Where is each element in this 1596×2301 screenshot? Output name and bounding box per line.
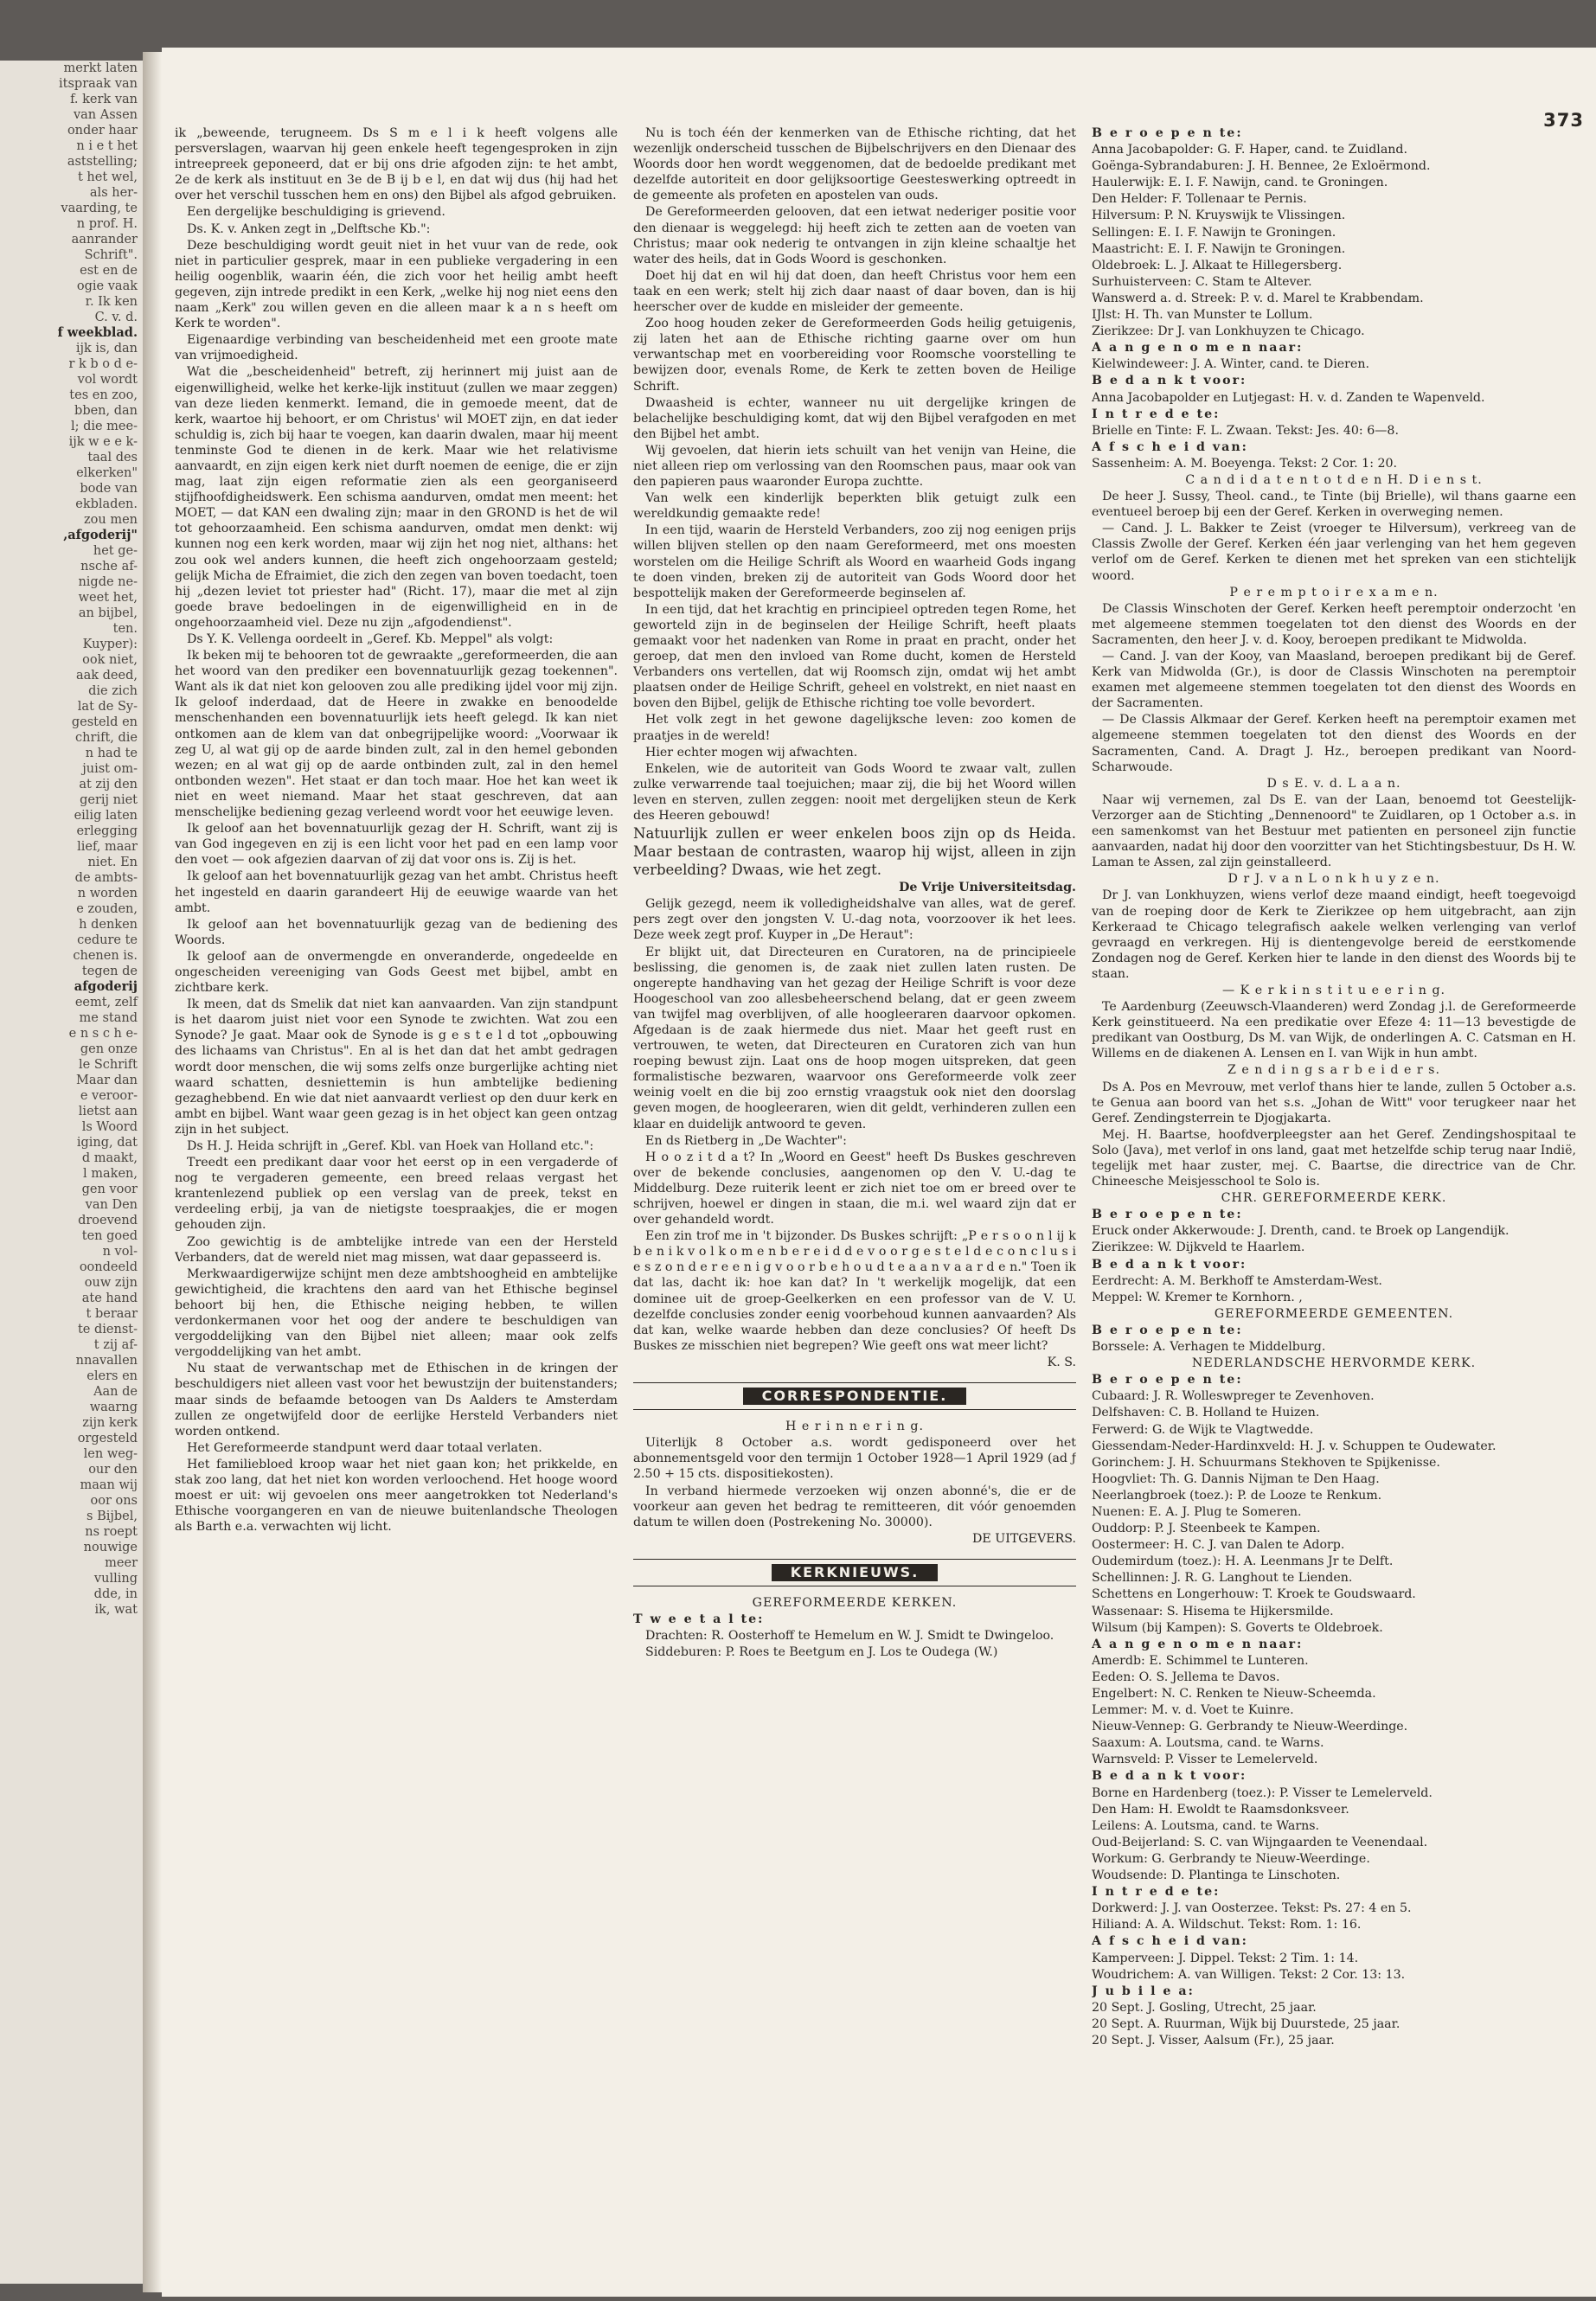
prev-page-line: n worden: [77, 887, 138, 901]
prev-page-line: lief, maar: [77, 840, 138, 854]
prev-page-line: nnavallen: [75, 1354, 138, 1368]
section-label: B e d a n k t voor:: [1092, 1769, 1247, 1784]
prev-page-line: ook niet,: [82, 653, 138, 667]
listing-line: Den Helder: F. Tollenaar te Pernis.: [1092, 192, 1307, 207]
prev-page-line: oor ons: [90, 1494, 138, 1508]
prev-page-line: lat de Sy-: [77, 700, 138, 714]
listing-line: Dr J. van Lonkhuyzen, wiens verlof deze maand eindigt, heeft toegevoigd van de roeping door de Kerk te Zierikzee op hem uitgebracht, aan zijn Kerkeraad te Chicago telegrafisch aakele welken verlenging van verlof gevraagd en verkregen. Hij is dientengevolge bereid de eerstkomende Zondagen nog de Geref. Kerken hier te lande in den dienst des Woords bij te staan.: [1092, 888, 1576, 981]
prev-page-line: nouwige: [83, 1541, 138, 1554]
prev-page-line: e zouden,: [76, 902, 138, 916]
prev-page-line: aak deed,: [75, 669, 138, 683]
prev-page-line: ls Woord: [81, 1120, 138, 1134]
paragraph: T w e e t a l te:: [633, 1612, 765, 1627]
prev-page-line: merkt laten: [63, 61, 138, 75]
listing-line: — De Classis Alkmaar der Geref. Kerken heeft na peremptoir examen met algemeene stemmen toegelaten tot den dienst des Woords en der Sacramenten, Cand. A. Dragt J. Hz., beroepen predikant van Noord-Scharwoude.: [1092, 713, 1576, 774]
listing-line: Anna Jacobapolder: G. F. Haper, cand. te Zuidland.: [1092, 143, 1408, 157]
paragraph: Nu is toch één der kenmerken van de Ethische richting, dat het wezenlijk onderscheid tusschen de Bijbelschrijvers en den Dienaar des Woords door hen wordt weggenomen, dat de bedoelde predikant met dezelfde autoriteit en door gelijksoortige Geesteswerking optreedt in de gemeente als profeten en apostelen van ouds.: [633, 126, 1076, 203]
prev-page-line: l; die mee-: [70, 420, 138, 433]
paragraph: Gelijk gezegd, neem ik volledigheidshalve van alles, wat de geref. pers zegt over den jongsten V. U.-dag nota, voorzoover ik het lees. Deze week zegt prof. Kuyper in „De Heraut":: [633, 897, 1076, 943]
listing-line: IJlst: H. Th. van Munster te Lollum.: [1092, 308, 1313, 323]
paragraph: Enkelen, wie de autoriteit van Gods Woord te zwaar valt, zullen zulke verwarrende taal toejuichen; maar zij, die bij het Woord willen leven en sterven, zullen zeggen: nooit met dergelijken steun de Kerk des Heeren gebouwd!: [633, 761, 1076, 824]
listing-line: Goënga-Sybrandaburen: J. H. Bennee, 2e Exloërmond.: [1092, 159, 1431, 174]
section-label: A a n g e n o m e n naar:: [1092, 1637, 1304, 1651]
page-gutter: [143, 52, 162, 2292]
section-label: B e r o e p e n te:: [1092, 126, 1243, 140]
prev-page-line: len weg-: [83, 1447, 138, 1461]
listing-line: Maastricht: E. I. F. Nawijn te Groningen.: [1092, 241, 1346, 256]
prev-page-line: at zij den: [79, 778, 138, 792]
listing-line: Oostermeer: H. C. J. van Dalen te Adorp.: [1092, 1538, 1345, 1553]
paragraph: Merkwaardigerwijze schijnt men deze ambtshoogheid en ambtelijke gewichtigheid, die krachtens den aard van het Ethische beginsel behoort bij hen, die Ethische neiging hebben, te willen verdonkermanen voor het oog der andere te beschuldigen van vergoddelijking van den Bijbel niet alleen; maar ook zelfs vergoddelijking van het ambt.: [175, 1266, 618, 1360]
column-3: [1092, 125, 1576, 2271]
listing-line: Hoogvliet: Th. G. Dannis Nijman te Den Haag.: [1092, 1471, 1380, 1486]
paragraph: Eigenaardige verbinding van bescheidenheid met een groote mate van vrijmoedigheid.: [175, 333, 618, 363]
paragraph: Wat die „bescheidenheid" betreft, zij herinnert mij juist aan de eigenwilligheid, welke het kerke-lijk instituut (zullen we maar zeggen) van deze lieden kenmerkt. Iemand, die in gemoede meent, dat de kerk, waartoe hij behoort, er om Christus' wil MOET zijn, en dat ieder schuldig is, zich bij haar te voegen, kan daarin dwalen, maar hij meent tenminste God te dienen in de kerk. Maar wie het relativisme aanvaardt, en zijn eigen kerk niet durft noemen de eenige, die er zijn mag, laat zijn eigen reformatie zien als een georganiseerd stijfhoofdigheidswerk. Een schisma aandurven, omdat men meent: het MOET, — dat KAN een dwaling zijn; maar in den GROND is het de wil tot gehoorzaamheid. Een schisma aandurven, omdat men denkt: wij kunnen nog een kerk worden, maar wij zijn het nog niet, althans: het zou ook wel anders kunnen, die heeft zich ongehoorzaam gesteld; gelijk Micha de Efraimiet, die zich den zegen van boven toedacht, toen hij „dezen leviet tot priester had" (Richt. 17), maar die met al zijn goede brave bedoelingen in de eigenwilligheid en in de ongehoorzaamheid viel. Deze nu zijn „afgodendienst".: [175, 365, 618, 630]
prev-page-line: eilig laten: [74, 809, 138, 823]
listing-line: 20 Sept. J. Gosling, Utrecht, 25 jaar.: [1092, 2000, 1317, 2015]
prev-page-line: e veroor-: [80, 1089, 138, 1103]
section-label: A a n g e n o m e n naar:: [1092, 341, 1304, 356]
listing-line: Delfshaven: C. B. Holland te Huizen.: [1092, 1406, 1320, 1420]
prev-page-line: ate hand: [81, 1292, 138, 1305]
listing-line: Nuenen: E. A. J. Plug te Someren.: [1092, 1504, 1302, 1519]
listing-line: Giessendam-Neder-Hardinxveld: H. J. v. Schuppen te Oudewater.: [1092, 1439, 1497, 1453]
prev-page-line: vaarding, te: [61, 202, 138, 215]
paragraph: Hier echter mogen wij afwachten.: [645, 745, 858, 760]
listing-line: Eerdrecht: A. M. Berkhoff te Amsterdam-West.: [1092, 1273, 1382, 1288]
section-label: J u b i l e a:: [1092, 1984, 1195, 1998]
section-banner-correspondentie: [633, 1382, 1076, 1410]
section-label: I n t r e d e te:: [1092, 1885, 1221, 1900]
section-label: B e r o e p e n te:: [1092, 1208, 1243, 1222]
listing-line: Z e n d i n g s a r b e i d e r s.: [1227, 1063, 1440, 1078]
prev-page-line: bode van: [80, 482, 138, 496]
listing-line: D s E. v. d. L a a n.: [1266, 776, 1401, 791]
listing-line: Sassenheim: A. M. Boeyenga. Tekst: 2 Cor. 1: 20.: [1092, 456, 1398, 471]
paragraph: In verband hiermede verzoeken wij onzen abonné's, die er de voorkeur aan geven het bedrag te remitteeren, dit vóór genoemden datum te willen doen (Postrekening No. 30000).: [633, 1484, 1076, 1529]
paragraph: H o o z i t d a t? In „Woord en Geest" heeft Ds Buskes geschreven over de bekende conclusies, aangenomen op den V. U.-dag te Middelburg. Deze ruiterik leent er zich niet toe om er breed over te schrijven, hoewel er dingen in staan, die m.i. wel waard zijn dat er over gehandeld wordt.: [633, 1150, 1076, 1227]
paragraph: Zoo hoog houden zeker de Gereformeerden Gods heilig getuigenis, zij laten het aan de Ethische richting gaarne over om hun verwantschap met en voorbereiding voor Roomsche voorstelling te bewijzen door, evenals Rome, de Kerk te zetten boven de Heilige Schrift.: [633, 317, 1076, 394]
listing-line: Ds A. Pos en Mevrouw, met verlof thans hier te lande, zullen 5 October a.s. te Genua aan boord van het s.s. „Johan de Witt" voor terugkeer naar het Geref. Zendingsterrein te Djogjakarta.: [1092, 1080, 1576, 1125]
prev-page-line: ouw zijn: [84, 1276, 138, 1290]
listing-line: Ferwerd: G. de Wijk te Vlagtwedde.: [1092, 1422, 1314, 1437]
prev-page-line: meer: [105, 1556, 138, 1570]
listing-line: Oldebroek: L. J. Alkaat te Hillegersberg.: [1092, 258, 1343, 272]
section-heading: De Vrije Universiteitsdag.: [899, 881, 1076, 895]
prev-page-line: iging, dat: [76, 1136, 138, 1150]
paragraph: Ds H. J. Heida schrijft in „Geref. Kbl. van Hoek van Holland etc.":: [187, 1139, 594, 1153]
listing-line: Brielle en Tinte: F. L. Zwaan. Tekst: Jes. 40: 6—8.: [1092, 423, 1399, 438]
paragraph: Doet hij dat en wil hij dat doen, dan heeft Christus voor hem een taak en een werk; stelt hij zich daar naast of daar boven, dan is hij heerscher over de kudde en misleider der gemeente.: [633, 268, 1076, 315]
prev-page-line: vol wordt: [77, 373, 138, 387]
listing-line: Surhuisterveen: C. Stam te Altever.: [1092, 274, 1312, 289]
prev-page-line: van Den: [85, 1198, 138, 1212]
listing-line: Woudrichem: A. van Willigen. Tekst: 2 Cor. 13: 13.: [1092, 1967, 1406, 1982]
prev-page-line: aststelling;: [67, 155, 138, 169]
prev-page-line: l maken,: [83, 1167, 138, 1181]
paragraph: Er blijkt uit, dat Directeuren en Curatoren, na de principieele beslissing, die genomen is, de zaak niet zullen laten rusten. De ongerepte handhaving van het gezag der Heilige Schrift is voor deze Hoogeschool van zoo allesbeheerschend belang, dat er geen zweem van twijfel mag overblijven, of alle hoogleeraren daarvoor opkomen. Afgedaan is de zaak hiermede dus niet. Maar het geeft rust en vertrouwen, te weten, dat Directeuren en Curatoren zich van hun roeping bewust zijn. Laat ons de hoop mogen uitspreken, dat geen formalistische bezwaren, waarvoor ons Gereformeerde volk zeer weinig voelt en die bij zoo ernstig vraagstuk ook niet den doorslag geven mogen, de hoogleeraren, wien dit geldt, verhinderen zullen een klaar en duidelijk antwoord te geven.: [633, 945, 1076, 1131]
prev-page-line: Maar dan: [76, 1074, 138, 1087]
paragraph: DE UITGEVERS.: [972, 1531, 1076, 1546]
listing-line: Kielwindeweer: J. A. Winter, cand. te Dieren.: [1092, 357, 1369, 372]
paragraph: Treedt een predikant daar voor het eerst op in een vergaderde of nog te vergaderen gemeente, een breed relaas vergast het krantenlezend publiek op een verslag van de preek, tekst en verdeeling erbij, ja van de nietigste toespraakjes, die er mogen gehouden zijn.: [175, 1156, 618, 1233]
paragraph: Het familiebloed kroop waar het niet gaan kon; het prikkelde, en stak zoo lang, dat het niet kon worden verloochend. Het hooge woord moest er uit: wij gevoelen ons meer aangetrokken tot Nederland's Ethische voorgangeren en van de nieuwe buitenlandsche Theologen als Barth e.a. verwachten wij licht.: [175, 1457, 618, 1535]
prev-page-line: r. Ik ken: [85, 295, 138, 309]
section-label: A f s c h e i d van:: [1092, 1934, 1248, 1949]
listing-line: Leilens: A. Loutsma, cand. te Warns.: [1092, 1818, 1320, 1833]
prev-page-line: de ambts-: [74, 871, 138, 885]
prev-page-line: Schrift".: [84, 248, 138, 262]
listing-line: Dorkwerd: J. J. van Oosterzee. Tekst: Ps. 27: 4 en 5.: [1092, 1901, 1412, 1916]
prev-page-line: ekbladen.: [75, 497, 138, 511]
listing-line: CHR. GEREFORMEERDE KERK.: [1221, 1191, 1447, 1206]
paragraph: Zoo gewichtig is de ambtelijke intrede van een der Hersteld Verbanders, dat de wereld niet mag missen, wat daar gepasseerd is.: [175, 1234, 618, 1265]
listing-line: Anna Jacobapolder en Lutjegast: H. v. d. Zanden te Wapenveld.: [1092, 390, 1485, 405]
prev-page-line: est en de: [80, 264, 138, 278]
listing-line: Ouddorp: P. J. Steenbeek te Kampen.: [1092, 1522, 1321, 1536]
prev-page-line: ten.: [112, 622, 138, 636]
prev-page-line: ns roept: [85, 1525, 138, 1539]
newspaper-page: [162, 48, 1596, 2297]
listing-line: Eeden: O. S. Jellema te Davos.: [1092, 1670, 1280, 1684]
prev-page-line: f. kerk van: [70, 93, 138, 106]
listing-line: Kamperveen: J. Dippel. Tekst: 2 Tim. 1: 14.: [1092, 1951, 1359, 1965]
listing-line: Gorinchem: J. H. Schuurmans Stekhoven te Spijkenisse.: [1092, 1455, 1440, 1470]
listing-line: GEREFORMEERDE GEMEENTEN.: [1214, 1306, 1454, 1321]
prev-page-line: C. v. d.: [94, 311, 138, 324]
section-label: A f s c h e i d van:: [1092, 439, 1248, 454]
section-label: I n t r e d e te:: [1092, 407, 1221, 421]
prev-page-line: f weekblad.: [57, 325, 138, 340]
paragraph: Deze beschuldiging wordt geuit niet in het vuur van de rede, ook niet in particulier gesprek, maar in een publieke vergadering in een heilig oogenblik, waarin één, die zich voor het heilig ambt heeft gegeven, zijn intrede predikt in een Kerk, „welke hij nog niet eens den naam „Kerk" zou willen geven en die alleen maar k a n s heeft om Kerk te worden".: [175, 238, 618, 331]
prev-page-line: eemt, zelf: [74, 996, 138, 1009]
prev-page-line: Aan de: [93, 1385, 138, 1399]
prev-page-line: an bijbel,: [78, 606, 138, 620]
paragraph: ik „beweende, terugneem. Ds S m e l i k heeft volgens alle persverslagen, waarvan hij geen enkele heeft tegengesproken in zijn intreepreek geponeerd, dat er bij ons drie afgoden zijn: te het ambt, 2e de kerk als instituut en 3e de B ij b e l, en dat wij dus (hij had het over het verschil tusschen hem en ons) den Bijbel als afgod gebruiken.: [175, 126, 618, 203]
listing-line: NEDERLANDSCHE HERVORMDE KERK.: [1191, 1356, 1477, 1371]
prev-page-line: r k b o d e-: [68, 357, 138, 371]
prev-page-line: ogie vaak: [76, 279, 138, 293]
listing-line: Nieuw-Vennep: G. Gerbrandy te Nieuw-Weerdinge.: [1092, 1720, 1408, 1734]
prev-page-line: chenen is.: [73, 949, 138, 963]
section-banner-label: CORRESPONDENTIE.: [743, 1388, 967, 1405]
paragraph: H e r i n n e r i n g.: [785, 1420, 924, 1434]
listing-line: — Cand. J. van der Kooy, van Maasland, beroepen predikant bij de Geref. Kerk van Midwolda (Gr.), is door de Classis Winschoten na peremptoir examen met algemeene stemmen toegelaten tot den dienst des Woords en der Sacramenten.: [1092, 650, 1576, 711]
paragraph: K. S.: [1047, 1355, 1076, 1369]
prev-page-line: n vol-: [102, 1245, 138, 1259]
paragraph: Dwaasheid is echter, wanneer nu uit dergelijke kringen de belachelijke beschuldiging komt, dat wij den Bijbel verafgoden en met den Bijbel het ambt.: [633, 395, 1076, 441]
paragraph: Ik geloof aan het bovennatuurlijk gezag der H. Schrift, want zij is van God ingegeven en zij is een licht voor het pad en een lamp voor den voet — ook afgezien daarvan of zij dat voor ons is. Zij is het.: [175, 822, 618, 868]
prev-page-line: maan wij: [80, 1478, 138, 1492]
paragraph: Nu staat de verwantschap met de Ethischen in de kringen der beschuldigers niet alleen vast voor het bewustzijn der buitenstanders; maar sinds de befaamde betoogen van Ds Aalders te Amsterdam zullen ze ongetwijfeld door de eerlijke Hersteld Verbanders niet worden ontkend.: [175, 1362, 618, 1439]
prev-page-line: juist om-: [82, 762, 138, 776]
prev-page-line: gen onze: [80, 1042, 138, 1056]
listing-line: Wanswerd a. d. Streek: P. v. d. Marel te Krabbendam.: [1092, 291, 1424, 305]
paragraph: Ik beken mij te behooren tot de gewraakte „gereformeerden, die aan het woord van den prediker een bovennatuurlijk gezag toekennen". Want als ik dat niet kon gelooven zou alle prediking ijdel voor mij zijn. Ik geloof inderdaad, dat de Heere in zwakke en benoodelde menschenhanden een bovennatuurlijk iets heeft gelegd. Ik kan niet ontkomen aan de klem van dat onbegrijpelijke woord: „Voorwaar ik zeg U, al wat gij op de aarde binden zult, zal in den hemel gebonden wezen; en al wat gij op de aarde ontbinden zult, zal in den hemel ontbonden wezen". Het staat er dan toch maar. Hoe het kan weet ik niet en weet niemand. Maar het staat geschreven, dat aan menschelijke bediening gezag verleend wordt voor het eeuwige leven.: [175, 649, 618, 820]
paragraph: In een tijd, waarin de Hersteld Verbanders, zoo zij nog eenigen prijs willen blijven stellen op den naam Gereformeerd, met ons moesten worstelen om die Heilige Schrift als Woord en waarheid Gods ingang te doen vinden, breken zij de autoriteit van Gods Woord door het bespottelijk maken der Gereformeerde beginselen af.: [633, 523, 1076, 600]
prev-page-line: our den: [88, 1463, 138, 1477]
section-label: B e r o e p e n te:: [1092, 1323, 1243, 1337]
listing-line: 20 Sept. A. Ruurman, Wijk bij Duurstede, 25 jaar.: [1092, 2016, 1401, 2031]
paragraph: Ds. K. v. Anken zegt in „Delftsche Kb.":: [187, 221, 431, 236]
listing-line: Oud-Beijerland: S. C. van Wijngaarden te Veenendaal.: [1092, 1835, 1428, 1849]
prev-page-line: tes en zoo,: [69, 388, 138, 402]
paragraph: Een dergelijke beschuldiging is grievend.: [187, 205, 445, 220]
prev-page-line: oondeeld: [79, 1260, 138, 1274]
paragraph: Ds Y. K. Vellenga oordeelt in „Geref. Kb. Meppel" als volgt:: [187, 632, 554, 646]
prev-page-line: dde, in: [93, 1587, 138, 1601]
listing-line: Workum: G. Gerbrandy te Nieuw-Weerdinge.: [1092, 1851, 1370, 1866]
listing-line: Cubaard: J. R. Wolleswpreger te Zevenhoven.: [1092, 1389, 1375, 1404]
prev-page-line: gen voor: [81, 1183, 138, 1196]
listing-line: Woudsende: D. Plantinga te Linschoten.: [1092, 1868, 1341, 1883]
listing-line: Den Ham: H. Ewoldt te Raamsdonksveer.: [1092, 1802, 1349, 1817]
listing-line: Sellingen: E. I. F. Nawijn te Groningen.: [1092, 225, 1336, 240]
paragraph: Wij gevoelen, dat hierin iets schuilt van het venijn van Heine, die niet alleen riep om verlossing van den Roomschen paus, maar ook van den papieren paus waaronder Europa zuchtte.: [633, 443, 1076, 490]
prev-page-line: d maakt,: [81, 1151, 138, 1165]
section-banner-kerknieuws: [633, 1559, 1076, 1586]
prev-page-line: e n s c h e-: [68, 1027, 138, 1041]
prev-page-line: zijn kerk: [82, 1416, 138, 1430]
paragraph: Drachten: R. Oosterhoff te Hemelum en W. J. Smidt te Dwingeloo.: [645, 1629, 1054, 1644]
section-label: B e d a n k t voor:: [1092, 374, 1247, 388]
prev-page-line: chrift, die: [75, 731, 138, 745]
paragraph: Ik meen, dat ds Smelik dat niet kan aanvaarden. Van zijn standpunt is het daarom juist niet voor een Synode te zwichten. Wat zou een Synode? Je gaat. Maar ook de Synode is g e s t e l d tot „opbouwing des lichaams van Christus". En al is het dan dat het ambt gedragen wordt door menschen, die wij soms zelfs onze burgerlijke achting niet waard schatten, desniettemin is hun ambtelijke bediening gezaghebbend. En wie dat niet aanvaardt verliest op den duur kerk en ambt en bijbel. Want waar geen gezag is in het object kan geen ontzag zijn in het subject.: [175, 997, 618, 1137]
paragraph: Ik geloof aan het bovennatuurlijk gezag van de bediening des Woords.: [175, 917, 618, 947]
listing-line: Zierikzee: Dr J. van Lonkhuyzen te Chicago.: [1092, 324, 1365, 339]
listing-line: P e r e m p t o i r e x a m e n.: [1229, 585, 1439, 599]
listing-line: — Cand. J. L. Bakker te Zeist (vroeger te Hilversum), verkreeg van de Classis Zwolle der Geref. Kerken één jaar verlenging van het hem gegeven verlof om de Geref. Kerken te dienen met het spreken van een stichtelijk woord.: [1092, 522, 1576, 583]
listing-line: Lemmer: M. v. d. Voet te Kuinre.: [1092, 1703, 1294, 1718]
prev-page-line: ik, wat: [94, 1603, 138, 1617]
listing-line: Zierikzee: W. Dijkveld te Haarlem.: [1092, 1240, 1305, 1255]
prev-page-line: me stand: [79, 1011, 138, 1025]
listing-line: De Classis Winschoten der Geref. Kerken heeft peremptoir onderzocht 'en met algemeene stemmen toegelaten tot den dienst des Woords en der Sacramenten, den heer J. v. d. Kooy, beroepen predikant te Midwolda.: [1092, 601, 1576, 647]
listing-line: Te Aardenburg (Zeeuwsch-Vlaanderen) werd Zondag j.l. de Gereformeerde Kerk geinstitueerd. Na een predikatie over Efeze 4: 11—13 bevestigde de predikant van Oostburg, Ds M. van Wijk, de onderlingen A. C. Catsman en H. Willems en de diakenen A. Lensen en I. van Wijk in hun ambt.: [1092, 1000, 1576, 1061]
paragraph: Het Gereformeerde standpunt werd daar totaal verlaten.: [187, 1440, 542, 1455]
prev-page-line: die zich: [88, 684, 138, 698]
listing-line: Haulerwijk: E. I. F. Nawijn, cand. te Groningen.: [1092, 176, 1388, 190]
paragraph: De Gereformeerden gelooven, dat een ietwat nederiger positie voor den dienaar is weggelegd: hij heeft zich te zetten aan de voeten van Christus; maar ook nederig te ontvangen in zijn kleine schaaltje het water des heils, dat in Gods Woord is geschonken.: [633, 205, 1076, 266]
prev-page-line: itspraak van: [59, 77, 138, 91]
prev-page-line: taal des: [87, 451, 138, 465]
listing-line: — K e r k i n s t i t u e e r i n g.: [1221, 983, 1446, 997]
prev-page-line: het ge-: [93, 544, 138, 558]
listing-line: Eruck onder Akkerwoude: J. Drenth, cand. te Broek op Langendijk.: [1092, 1224, 1509, 1239]
listing-line: Schellinnen: J. R. G. Langhout te Lienden.: [1092, 1571, 1353, 1586]
listing-line: De heer J. Sussy, Theol. cand., te Tinte (bij Brielle), wil thans gaarne een eventueel beroep bij een der Geref. Kerken in overweging nemen.: [1092, 490, 1576, 520]
prev-page-line: orgesteld: [77, 1432, 138, 1445]
prev-page-line: niet. En: [87, 856, 138, 869]
listing-line: Engelbert: N. C. Renken te Nieuw-Scheemda.: [1092, 1687, 1376, 1701]
listing-line: Hilversum: P. N. Kruyswijk te Vlissingen.: [1092, 208, 1346, 223]
prev-page-line: t zij af-: [93, 1338, 138, 1352]
listing-line: Saaxum: A. Loutsma, cand. te Warns.: [1092, 1736, 1324, 1751]
listing-line: 20 Sept. J. Visser, Aalsum (Fr.), 25 jaar.: [1092, 2033, 1335, 2048]
paragraph: In een tijd, dat het krachtig en principieel optreden tegen Rome, het geworteld zijn in de beginselen der Heilige Schrift, heeft plaats gemaakt voor het nadenken van Rome in praat en pracht, onder het geroep, dat men den invloed van Rome ducht, komen de Hersteld Verbanders ons vertellen, dat wij Roomsch zijn, omdat wij het ambt plaatsen onder de Heilige Schrift, geheel en volstrekt, en niet naast en boven den Bijbel, gelijk de Ethische richting toe volle bevordert.: [633, 602, 1076, 711]
prev-page-line: cedure te: [77, 933, 138, 947]
prev-page-line: t beraar: [86, 1307, 138, 1321]
prev-page-line: weet het,: [78, 591, 138, 605]
paragraph: Uiterlijk 8 October a.s. wordt gedisponeerd over het abonnementsgeld voor den termijn 1 October 1928—1 April 1929 (ad ƒ 2.50 + 15 cts. dispositiekosten).: [633, 1436, 1076, 1482]
prev-page-line: erlegging: [76, 824, 138, 838]
listing-line: Borssele: A. Verhagen te Middelburg.: [1092, 1340, 1326, 1355]
listing-line: Mej. H. Baartse, hoofdverpleegster aan het Geref. Zendingshospitaal te Solo (Java), met verlof in ons land, gaat met hetzelfde schip terug naar Indië, tegelijk met haar zuster, mej. C. Baartse, die directrice van de Chr. Chineesche Meisjesschool te Solo is.: [1092, 1127, 1576, 1189]
prev-page-line: vulling: [93, 1572, 138, 1586]
prev-page-line: ijk w e e k-: [68, 435, 138, 449]
prev-page-line: h denken: [79, 918, 138, 932]
listing-line: Wilsum (bij Kampen): S. Goverts te Oldebroek.: [1092, 1620, 1383, 1635]
listing-line: Oudemirdum (toez.): H. A. Leenmans Jr te Delft.: [1092, 1554, 1394, 1569]
column-1: [175, 125, 618, 2271]
listing-line: Amerdb: E. Schimmel te Lunteren.: [1092, 1653, 1309, 1668]
listing-line: Hiliand: A. A. Wildschut. Tekst: Rom. 1: 16.: [1092, 1918, 1362, 1932]
listing-line: Warnsveld: P. Visser te Lemelerveld.: [1092, 1753, 1318, 1767]
prev-page-line: afgoderij: [74, 979, 138, 994]
prev-page-line: nigde ne-: [78, 575, 138, 589]
prev-page-line: s Bijbel,: [87, 1509, 138, 1523]
listing-line: Schettens en Longerhouw: T. Kroek te Goudswaard.: [1092, 1587, 1416, 1602]
prev-page-line: nsche af-: [80, 560, 138, 574]
listing-line: C a n d i d a t e n t o t d e n H. D i e n s t.: [1185, 472, 1483, 487]
prev-page-line: elkerken": [76, 466, 138, 480]
prev-page-line: zou men: [84, 513, 138, 527]
paragraph: Siddeburen: P. Roes te Beetgum en J. Los te Oudega (W.): [645, 1645, 998, 1660]
section-label: B e r o e p e n te:: [1092, 1373, 1243, 1388]
prev-page-line: als her-: [89, 186, 138, 200]
paragraph: Ik geloof aan de onvermengde en onveranderde, ongedeelde en ongescheiden vereeniging van Gods Geest met bijbel, ambt en zichtbare kerk.: [175, 949, 618, 996]
prev-page-line: gesteld en: [71, 715, 138, 729]
prev-page-line: n had te: [85, 747, 138, 760]
prev-page-line: te dienst-: [77, 1323, 138, 1336]
prev-page-line: Kuyper):: [82, 638, 138, 651]
paragraph: Van welk een kinderlijk beperkten blik getuigt zulk een wereldkundig gemaakte rede!: [633, 491, 1076, 522]
prev-page-line: elers en: [87, 1369, 138, 1383]
paragraph: Natuurlijk zullen er weer enkelen boos zijn op ds Heida. Maar bestaan de contrasten, waarop hij wijst, alleen in zijn verbeelding? Dwaas, wie het zegt.: [633, 825, 1076, 879]
listing-line: Wassenaar: S. Hisema te Hijkersmilde.: [1092, 1604, 1334, 1618]
section-label: B e d a n k t voor:: [1092, 1257, 1247, 1272]
prev-page-line: ten goed: [81, 1229, 138, 1243]
listing-line: Meppel: W. Kremer te Kornhorn. ,: [1092, 1290, 1303, 1304]
listing-line: Neerlangbroek (toez.): P. de Looze te Renkum.: [1092, 1488, 1382, 1503]
prev-page-line: onder haar: [67, 124, 138, 138]
prev-page-line: n prof. H.: [76, 217, 138, 231]
section-banner-label: KERKNIEUWS.: [772, 1564, 939, 1581]
prev-page-line: bben, dan: [74, 404, 138, 418]
paragraph: Ik geloof aan het bovennatuurlijk gezag van het ambt. Christus heeft het ingesteld en daarin garandeert Hij de eeuwige waarde van het ambt.: [175, 869, 618, 915]
column-2: [633, 125, 1076, 2271]
prev-page-line: n i e t het: [76, 139, 138, 153]
paragraph: Het volk zegt in het gewone dagelijksche leven: zoo komen de praatjes in de wereld!: [633, 713, 1076, 743]
prev-page-line: droevend: [78, 1214, 138, 1227]
prev-page-line: ijk is, dan: [75, 342, 138, 356]
prev-page-line: ,afgoderij": [63, 528, 138, 542]
prev-page-line: gerij niet: [80, 793, 138, 807]
prev-page-line: lietst aan: [78, 1105, 138, 1118]
prev-page-line: aanrander: [71, 233, 138, 247]
listing-line: D r J. v a n L o n k h u y z e n.: [1227, 872, 1440, 887]
prev-page-line: le Schrift: [79, 1058, 138, 1072]
prev-page-line: tegen de: [81, 965, 138, 978]
previous-page-fragment: [0, 61, 144, 2284]
listing-line: Borne en Hardenberg (toez.): P. Visser te Lemelerveld.: [1092, 1785, 1433, 1800]
paragraph: En ds Rietberg in „De Wachter":: [645, 1133, 847, 1148]
listing-line: Naar wij vernemen, zal Ds E. van der Laan, benoemd tot Geestelijk-Verzorger aan de Stichting „Dennenoord" te Zuidlaren, op 1 October a.s. in een samenkomst van het Bestuur met patienten en personeel zijn functie aanvaarden, nadat hij door den voorzitter van het Stichtingsbestuur, Ds H. W. Laman te Assen, zal zijn geinstalleerd.: [1092, 792, 1576, 870]
prev-page-line: waarng: [89, 1400, 138, 1414]
paragraph: Een zin trof me in 't bijzonder. Ds Buskes schrijft: „P e r s o o n l ij k b e n i k v o l k o m e n b e r e i d d e v o o r g e s t e l d e c o n c l u s i e s z o n d e r e e n i g v o o r b e h o u d t e a a n v a a r d e n." Toen ik dat las, dacht ik: hoe kan dat? In 't werkelijk mogelijk, dat een dominee uit de groep-Geelkerken en een professor van de V. U. dezelfde conclusies zonder eenig voorbehoud kunnen aanvaarden? Als dat kan, welke waarde hebben dan deze conclusies? Of heeft Ds Buskes ze misschien niet begrepen? Wie geeft ons wat meer licht?: [633, 1229, 1076, 1353]
prev-page-line: van Assen: [73, 108, 138, 122]
paragraph: GEREFORMEERDE KERKEN.: [752, 1595, 958, 1610]
page-number: 373: [1543, 110, 1584, 131]
prev-page-line: t het wel,: [77, 170, 138, 184]
